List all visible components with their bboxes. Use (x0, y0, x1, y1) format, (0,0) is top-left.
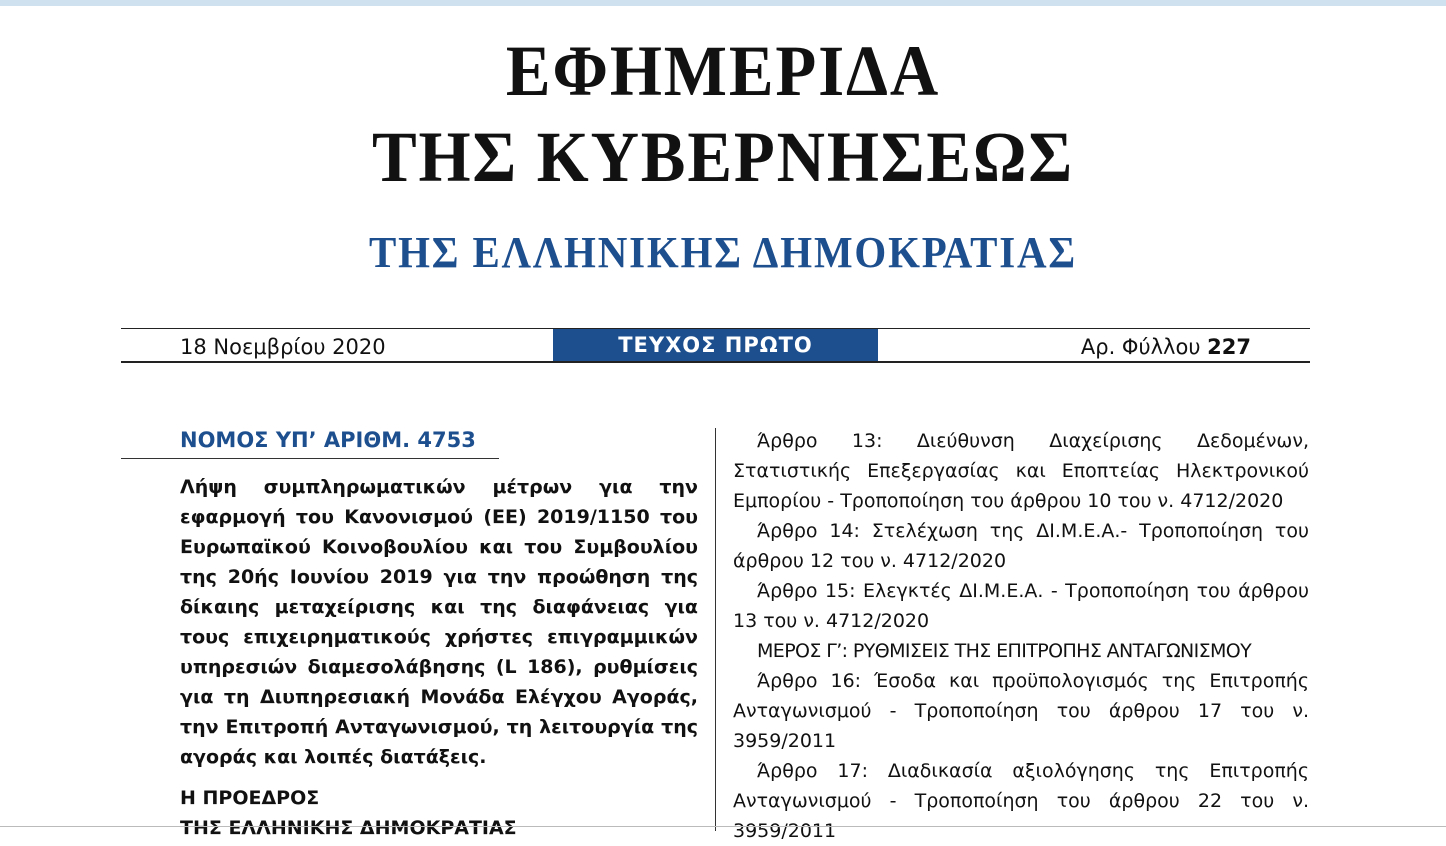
toc-item: Άρθρο 16: Έσοδα και προϋπολογισμός της Επιτροπής Ανταγωνισμού - Τροποποίηση του άρθρου 17 του ν. 3959/2011 (733, 670, 1309, 752)
law-title-rule (121, 458, 499, 459)
toc-item: Άρθρο 14: Στελέχωση της ΔΙ.Μ.Ε.Α.- Τροποποίηση του άρθρου 12 του ν. 4712/2020 (733, 520, 1309, 572)
law-title: ΝΟΜΟΣ ΥΠ’ ΑΡΙΘΜ. 4753 (180, 428, 476, 452)
president-line-1: Η ΠΡΟΕΔΡΟΣ (180, 787, 320, 809)
sheet-number-value: 227 (1207, 335, 1251, 359)
masthead-line-3: ΤΗΣ ΕΛΛΗΝΙΚΗΣ ΔΗΜΟΚΡΑΤΙΑΣ (368, 228, 1078, 277)
toc-section-heading: ΜΕΡΟΣ Γ’: ΡΥΘΜΙΣΕΙΣ ΤΗΣ ΕΠΙΤΡΟΠΗΣ ΑΝΤΑΓΩΝΙΣΜΟΥ (757, 640, 1252, 662)
table-of-contents (733, 426, 1309, 846)
law-description: Λήψη συμπληρωματικών μέτρων για την εφαρμογή του Κανονισμού (ΕΕ) 2019/1150 του Ευρωπαϊκού Κοινοβουλίου και του Συμβουλίου της 20ής Ιουνίου 2019 για την προώθηση της δίκαιης μεταχείρισης και της διαφάνειας για τους επιχειρηματικούς χρήστες επιγραμμικών υπηρεσιών διαμεσολάβησης (L 186), ρυθμίσεις για τη Διυπηρεσιακή Μονάδα Ελέγχου Αγοράς, την Επιτροπή Ανταγωνισμού, τη λειτουργία της αγοράς και λοιπές διατάξεις. (180, 476, 698, 768)
top-browser-strip (0, 0, 1446, 6)
sheet-number (1081, 333, 1251, 361)
toc-item: Άρθρο 13: Διεύθυνση Διαχείρισης Δεδομένων, Στατιστικής Επεξεργασίας και Εποπτείας Ηλεκτρονικού Εμπορίου - Τροποποίηση του άρθρου 10 του ν. 4712/2020 (733, 430, 1309, 512)
issue-bar-bottom-rule (121, 361, 1310, 363)
toc-item: Άρθρο 15: Ελεγκτές ΔΙ.Μ.Ε.Α. - Τροποποίηση του άρθρου 13 του ν. 4712/2020 (733, 580, 1309, 632)
masthead-line-1: ΕΦΗΜΕΡΙΔΑ (505, 31, 941, 111)
viewport-bottom-edge (0, 826, 1446, 827)
issue-series-badge: ΤΕΥΧΟΣ ΠΡΩΤΟ (553, 329, 878, 361)
president-heading (180, 783, 700, 843)
column-divider (715, 428, 716, 831)
sheet-number-label: Αρ. Φύλλου (1080, 335, 1208, 359)
masthead-line-2: ΤΗΣ ΚΥΒΕΡΝΗΣΕΩΣ (371, 117, 1075, 197)
issue-date: 18 Νοεμβρίου 2020 (180, 335, 386, 359)
toc-item: Άρθρο 17: Διαδικασία αξιολόγησης της Επιτροπής Ανταγωνισμού - Τροποποίηση του άρθρου 22 του ν. 3959/2011 (733, 760, 1309, 842)
president-line-2: ΤΗΣ ΕΛΛΗΝΙΚΗΣ ΔΗΜΟΚΡΑΤΙΑΣ (180, 817, 517, 839)
